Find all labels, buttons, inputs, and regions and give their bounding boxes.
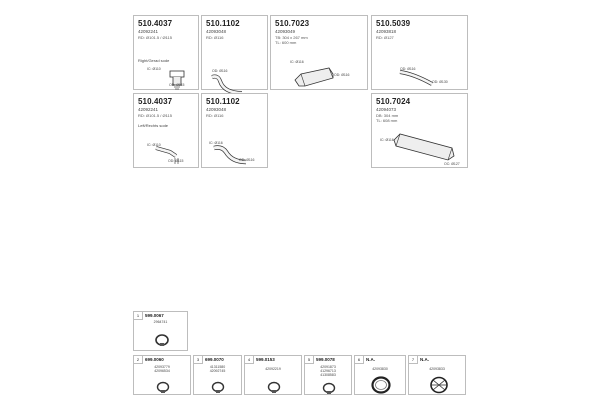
part-panel-4[interactable] bbox=[371, 15, 468, 90]
fitting-cell-6[interactable] bbox=[354, 355, 406, 395]
fitting-index: 5 bbox=[305, 356, 314, 364]
dim-label: IC: Ø116 bbox=[290, 60, 304, 64]
side-note: Right/Gerad sode bbox=[138, 58, 170, 63]
dimensions: RD: Ø101.5 / Ø115 bbox=[138, 35, 172, 40]
fitting-part-number: 699.0070 bbox=[205, 357, 224, 362]
fitting-cell-4[interactable] bbox=[244, 355, 302, 395]
dimensions: TB: 304 x 267 mm TL: 600 mm bbox=[275, 35, 308, 45]
fitting-oe: 42092219 bbox=[265, 367, 281, 371]
part-number: 510.4037 bbox=[138, 19, 173, 28]
part-panel-7[interactable] bbox=[371, 93, 468, 168]
dim-label: OD: Ø116 bbox=[239, 158, 255, 162]
fitting-oe: 42092745 bbox=[209, 369, 226, 373]
dim-label: OC: Ø127 bbox=[444, 162, 460, 166]
clamp-icon bbox=[156, 380, 170, 394]
oe-number: 42094073 bbox=[376, 107, 397, 112]
part-panel-1[interactable] bbox=[133, 15, 199, 90]
clamp-icon bbox=[211, 380, 225, 394]
clamp-icon bbox=[154, 332, 170, 348]
clamp-icon bbox=[267, 380, 281, 394]
silencer-icon bbox=[293, 66, 338, 92]
silencer-icon bbox=[392, 132, 462, 164]
fitting-oe: 42093830 bbox=[372, 367, 388, 371]
fitting-cell-3[interactable] bbox=[193, 355, 242, 395]
dim-label: IC: Ø110 bbox=[147, 143, 161, 147]
fitting-part-number: 699.0060 bbox=[145, 357, 164, 362]
pipe-icon bbox=[398, 68, 438, 90]
dim-label: OD: Ø116 bbox=[400, 67, 416, 71]
fitting-oe: 42093833 bbox=[429, 367, 445, 371]
fitting-oe: 41296713 bbox=[320, 369, 336, 373]
gasket-icon bbox=[371, 376, 391, 394]
dim-label: OD: Ø116 bbox=[212, 69, 228, 73]
dim-label: OD: Ø115 bbox=[168, 159, 184, 163]
fitting-part-number: N.A. bbox=[420, 357, 429, 362]
fitting-index: 7 bbox=[409, 356, 418, 364]
part-panel-6[interactable] bbox=[201, 93, 268, 168]
fitting-part-number: 599.0078 bbox=[316, 357, 335, 362]
oe-number: 42093048 bbox=[206, 29, 227, 34]
oe-number: 42093048 bbox=[206, 107, 227, 112]
clamp-icon bbox=[322, 381, 336, 395]
fitting-oe: 41311580 bbox=[209, 365, 226, 369]
fitting-cell-7[interactable] bbox=[408, 355, 466, 395]
part-panel-3[interactable] bbox=[270, 15, 368, 90]
bracket-icon bbox=[429, 376, 449, 394]
fitting-oe: 42091873 bbox=[320, 365, 336, 369]
side-note: Left/Rechts sode bbox=[138, 123, 169, 128]
fitting-oe: 41308583 bbox=[320, 373, 336, 377]
fitting-oe: 2964741 bbox=[153, 320, 168, 324]
fitting-index: 6 bbox=[355, 356, 364, 364]
fitting-part-number: N.A. bbox=[366, 357, 375, 362]
dimensions: RD: Ø116 bbox=[206, 113, 224, 118]
part-number: 510.7024 bbox=[376, 97, 411, 106]
oe-number: 42092241 bbox=[138, 107, 159, 112]
dimensions: RD: Ø101.5 / Ø115 bbox=[138, 113, 172, 118]
part-number: 510.4037 bbox=[138, 97, 173, 106]
dim-label: IC: Ø116 bbox=[380, 138, 394, 142]
fitting-oe: 42096534 bbox=[154, 369, 170, 373]
part-number: 510.5039 bbox=[376, 19, 411, 28]
dimensions: DB: 304 mm TL: 608 mm bbox=[376, 113, 399, 123]
fitting-index: 4 bbox=[245, 356, 254, 364]
fitting-part-number: 599.0153 bbox=[256, 357, 275, 362]
dimensions: RD: Ø116 bbox=[206, 35, 224, 40]
part-number: 510.7023 bbox=[275, 19, 310, 28]
part-number: 510.1102 bbox=[206, 19, 240, 28]
dim-label: OD: Ø130 bbox=[432, 80, 448, 84]
part-panel-2[interactable] bbox=[201, 15, 268, 90]
fitting-cell-2[interactable] bbox=[133, 355, 191, 395]
bent-pipe-icon bbox=[212, 144, 252, 170]
oe-number: 42093818 bbox=[376, 29, 397, 34]
fitting-index: 1 bbox=[134, 312, 143, 320]
fitting-cell-5[interactable] bbox=[304, 355, 352, 395]
part-number: 510.1102 bbox=[206, 97, 240, 106]
dim-label: IC: Ø110 bbox=[147, 67, 161, 71]
dimensions: RD: Ø127 bbox=[376, 35, 394, 40]
dim-label: IC: Ø116 bbox=[209, 141, 223, 145]
oe-number: 42093049 bbox=[275, 29, 296, 34]
fitting-index: 3 bbox=[194, 356, 203, 364]
dim-label: OD: Ø115 bbox=[169, 83, 185, 87]
fitting-part-number: 599.0067 bbox=[145, 313, 164, 318]
fitting-cell-1[interactable] bbox=[133, 311, 188, 351]
fitting-index: 2 bbox=[134, 356, 143, 364]
dim-label: OD: Ø116 bbox=[334, 73, 350, 77]
part-panel-5[interactable] bbox=[133, 93, 199, 168]
oe-number: 42092241 bbox=[138, 29, 159, 34]
fitting-oe: 42093779 bbox=[154, 365, 170, 369]
